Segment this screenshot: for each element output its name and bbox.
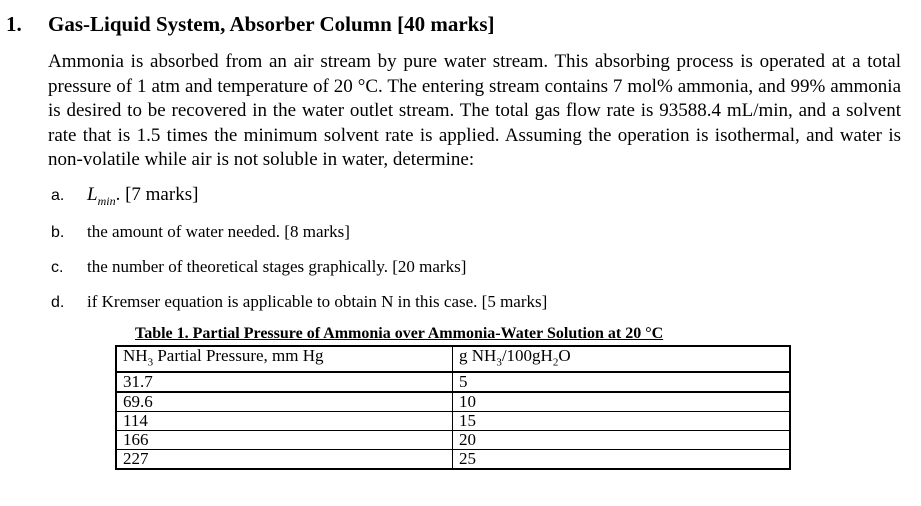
cell-pressure: 31.7 [116,372,453,392]
sub-question-letter: d. [51,294,65,311]
sub-question-text: the number of theoretical stages graphically. [20 marks] [87,257,467,276]
cell-pressure: 69.6 [116,392,453,412]
cell-concentration: 5 [453,372,790,392]
header-conc-mid: /100gH [501,346,553,365]
sub-question-text: the amount of water needed. [8 marks] [87,222,350,241]
cell-concentration: 10 [453,392,790,412]
sub-question-c [51,257,466,277]
table-header-row [116,346,790,372]
header-conc-sub2: 2 [552,356,559,369]
header-pressure-sub: 3 [147,356,154,369]
sub-question-d [51,292,547,312]
sub-question-letter: c. [51,259,64,276]
cell-pressure: 227 [116,450,453,470]
sub-question-text: . [7 marks] [115,184,199,205]
table-row [116,450,790,470]
question-header [6,12,495,37]
table-row [116,392,790,412]
cell-pressure: 114 [116,412,453,431]
lmin-symbol-subscript: min [97,193,116,208]
sub-question-text: if Kremser equation is applicable to obtain N in this case. [5 marks] [87,292,548,311]
header-concentration [453,346,790,372]
header-conc-sub1: 3 [496,356,502,369]
cell-concentration: 25 [453,450,790,470]
sub-question-b [51,222,350,242]
header-pressure-prefix: NH [123,346,148,365]
sub-question-letter: b. [51,224,65,241]
cell-concentration: 15 [453,412,790,431]
question-number: 1. [6,12,22,36]
sub-question-a [51,184,198,209]
question-title: Gas-Liquid System, Absorber Column [40 marks] [48,12,495,36]
table-row [116,431,790,450]
cell-pressure: 166 [116,431,453,450]
table-row [116,372,790,392]
question-body: Ammonia is absorbed from an air stream by pure water stream. This absorbing process is operated at a total pressure of 1 atm and temperature of 20 °C. The entering stream contains 7 mol% ammonia, and 99% ammonia is desired to be recovered in the water outlet stream. The total gas flow rate is 93588.4 mL/min, and a solvent rate that is 1.5 times the minimum solvent rate is applied. Assuming the operation is isothermal, and water is non-volatile while air is not soluble in water, determine: [48,51,901,170]
header-conc-prefix: g NH [459,346,497,365]
header-pressure [116,346,453,372]
lmin-symbol [87,184,116,208]
lmin-symbol-base: L [87,184,98,205]
cell-concentration: 20 [453,431,790,450]
partial-pressure-table [115,345,791,470]
sub-question-letter: a. [51,187,65,204]
header-pressure-suffix: Partial Pressure, mm Hg [153,346,324,365]
header-conc-suffix: O [558,346,571,365]
table-caption: Table 1. Partial Pressure of Ammonia over Ammonia-Water Solution at 20 °C [135,325,664,342]
table-row [116,412,790,431]
